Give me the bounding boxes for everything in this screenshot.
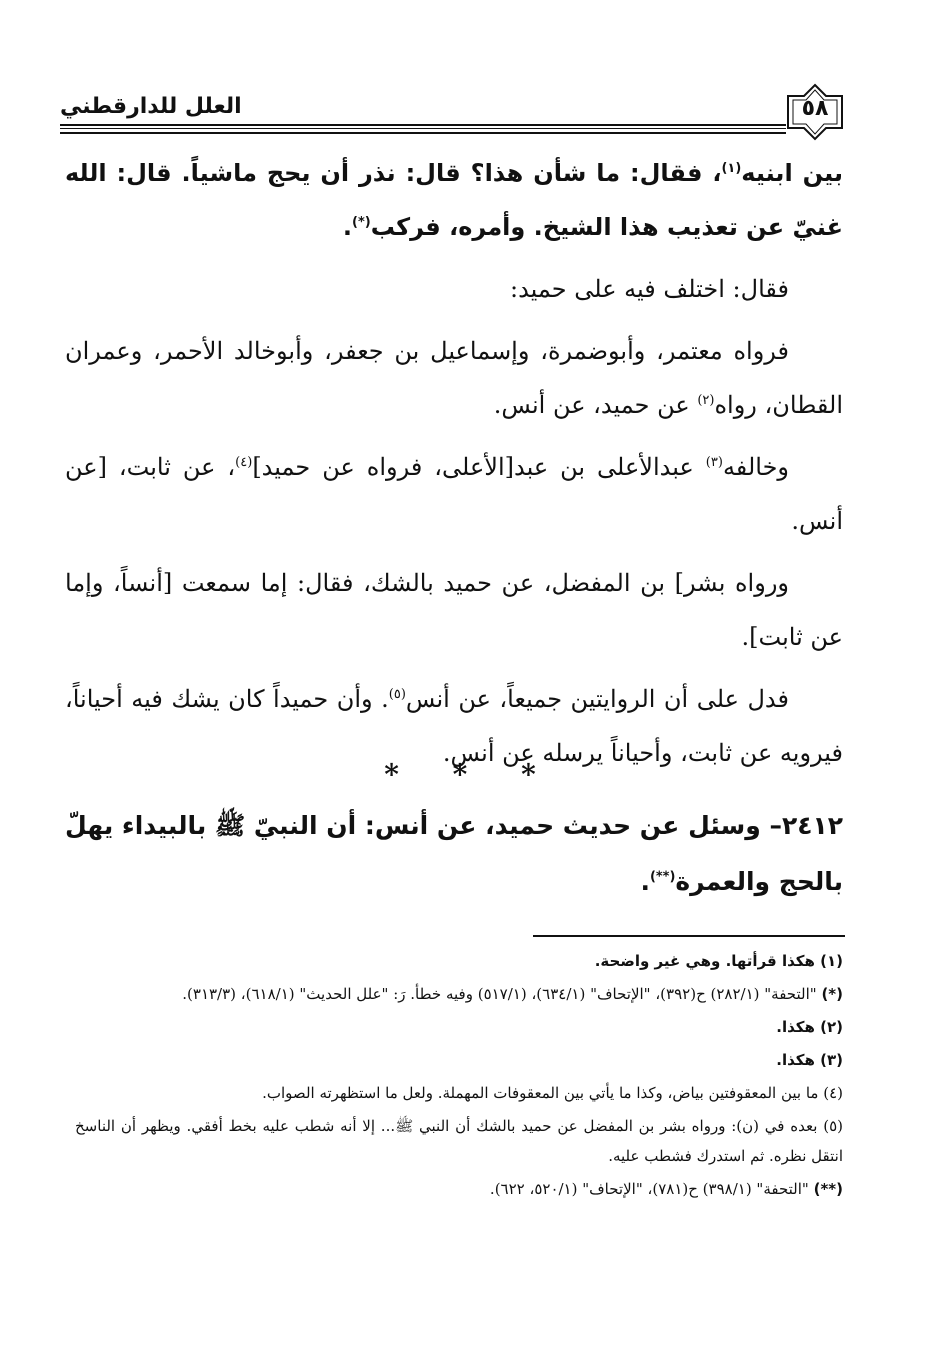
footnote-divider bbox=[533, 935, 845, 937]
main-text bbox=[65, 146, 843, 788]
page-number-badge bbox=[784, 82, 846, 142]
paragraph-3: فرواه معتمر، وأبوضمرة، وإسماعيل بن جعفر، وأبوخالد الأحمر، وعمران القطان، رواه$^{(٢)}$ عن حميد، عن أنس. bbox=[65, 337, 843, 419]
section-separator: * * * bbox=[384, 758, 536, 791]
paragraph-1: بين ابنيه$^{(١)}$، فقال: ما شأن هذا؟ قال: نذر أن يحج ماشياً. قال: الله غنيّ عن تعذيب هذا الشيخ. وأمره، فركب(*). bbox=[65, 159, 843, 241]
footnote-ref: (*) bbox=[352, 215, 371, 230]
footnote-ref: (٣) bbox=[705, 455, 723, 470]
paragraph-2: فقال: اختلف فيه على حميد: bbox=[510, 275, 789, 303]
footnote-ref: (٢) bbox=[697, 393, 715, 408]
footnote-item: (**) "التحفة" (٣٩٨/١) ح(٧٨١)، "الإتحاف" (٥٢٠/١، ٦٢٢). bbox=[489, 1180, 843, 1198]
footnote-item: (٤) ما بين المعقوفتين بياض، وكذا ما يأتي بين المعقوفات المهملة. ولعل ما استظهرته الصواب. bbox=[262, 1084, 843, 1102]
footnote-ref: (٥) bbox=[388, 687, 406, 702]
header-rule bbox=[60, 124, 786, 126]
footnote-item: (١) هكذا قرأتها. وهي غير واضحة. bbox=[594, 952, 843, 970]
footnote-ref: (**) bbox=[649, 869, 676, 885]
page-header bbox=[60, 82, 846, 138]
header-rule bbox=[60, 132, 786, 134]
footnotes bbox=[75, 946, 843, 1207]
footnote-item: (٥) بعده في (ن): ورواه بشر بن المفضل عن حميد بالشك أن النبي ﷺ... إلا أنه شطب عليه بخط أفقي. ويظهر أن الناسخ انتقل نظره. ثم استدرك فشطب عليه. bbox=[75, 1117, 843, 1165]
footnote-item: (٢) هكذا. bbox=[776, 1018, 843, 1036]
footnote-item: (*) "التحفة" (٢٨٢/١) ح(٣٩٢)، "الإتحاف" (٦٣٤/١)، (٥١٧/١) وفيه خطأ. رَ: "علل الحديث" (٦١٨/١)، (٣١٣/٣). bbox=[182, 985, 843, 1003]
running-title: العلل للدارقطني bbox=[60, 94, 242, 119]
header-rule bbox=[60, 128, 786, 129]
footnote-ref: (١) bbox=[721, 161, 742, 176]
page-number: ٥٨ bbox=[801, 96, 829, 121]
paragraph-6: فدل على أن الروايتين جميعاً، عن أنس$^{(٥)}$. وأن حميداً كان يشك فيه أحياناً، فيرويه عن ثابت، وأحياناً يرسله عن أنس. bbox=[65, 685, 843, 767]
paragraph-4: وخالفه$^{(٣)}$ عبدالأعلى بن عبد[الأعلى، فرواه عن حميد]$^{(٤)}$، عن ثابت، [عن أنس. bbox=[65, 453, 843, 535]
footnote-ref: (٤) bbox=[235, 455, 253, 470]
footnote-item: (٣) هكذا. bbox=[776, 1051, 843, 1069]
hadith-heading: ٢٤١٢– وسئل عن حديث حميد، عن أنس: أن النبيّ ﷺ بالبيداء يهلّ بالحج والعمرة(**). bbox=[65, 811, 843, 896]
paragraph-5: ورواه بشر] بن المفضل، عن حميد بالشك، فقال: إما سمعت [أنساً، وإما عن ثابت]. bbox=[65, 569, 843, 651]
